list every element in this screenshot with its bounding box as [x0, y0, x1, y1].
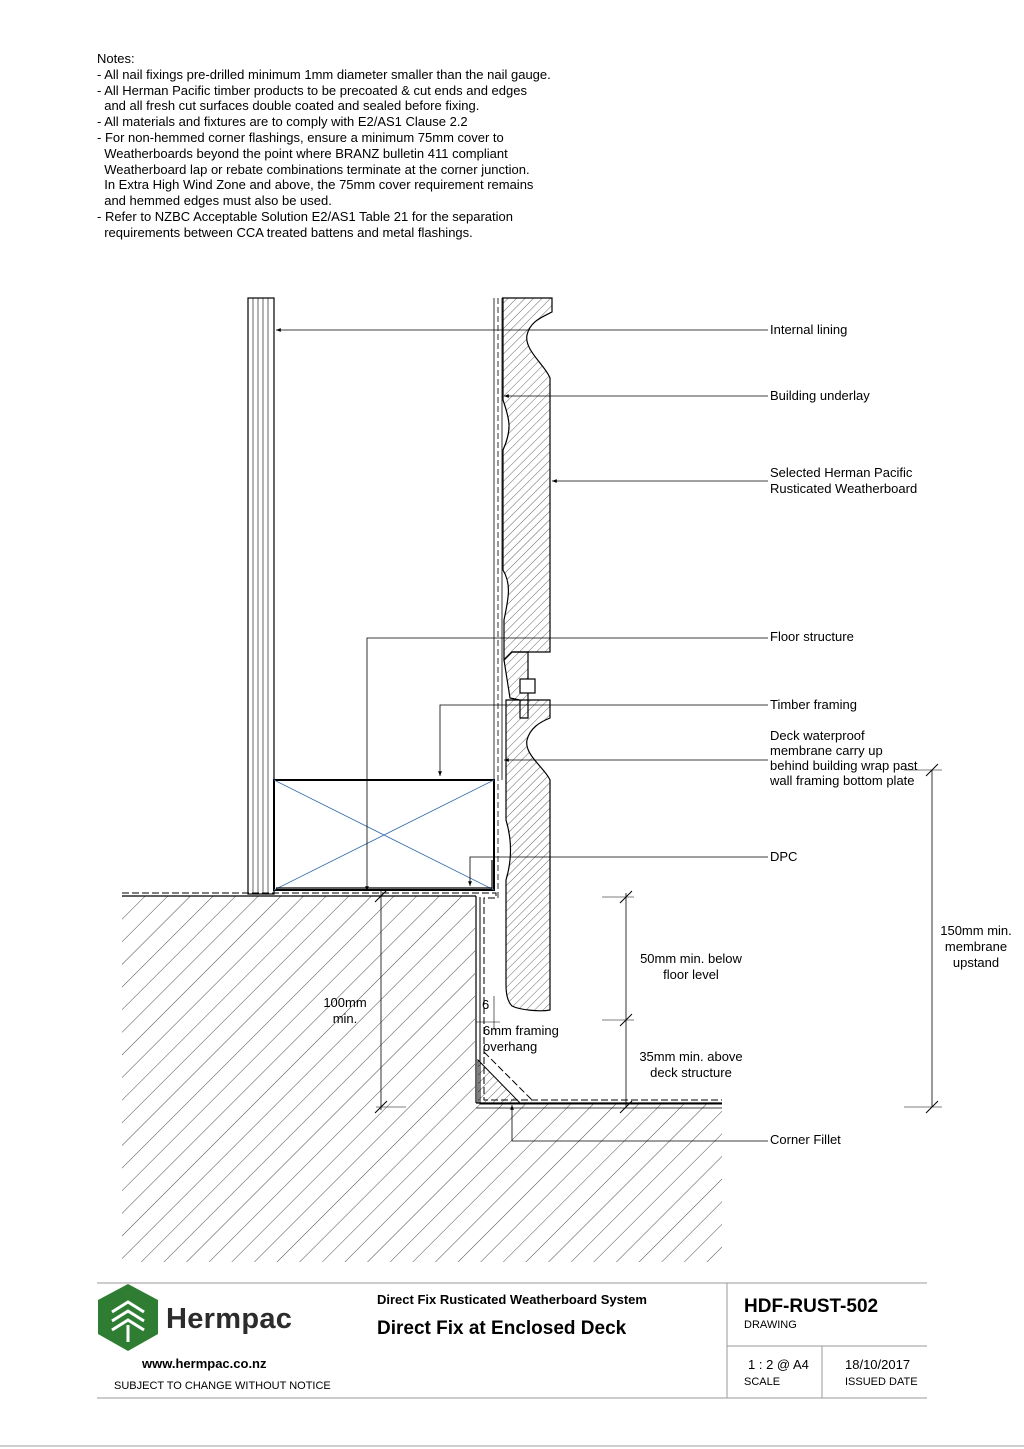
hermpac-logo-icon [98, 1284, 158, 1351]
dim-100-line1: 100mm [323, 995, 367, 1010]
note-line: Weatherboard lap or rebate combinations terminate at the corner junction. [97, 161, 530, 177]
dim-50-line2: floor level [663, 967, 719, 982]
scale-value: 1 : 2 @ A4 [748, 1357, 809, 1372]
note-line: requirements between CCA treated battens and metal flashings. [97, 224, 473, 240]
dim-35-line2: deck structure [650, 1065, 732, 1080]
label-corner-fillet: Corner Fillet [770, 1132, 841, 1147]
note-line: - Refer to NZBC Acceptable Solution E2/AS1 Table 21 for the separation [97, 208, 513, 224]
dim-6-line1: 6mm framing [483, 1023, 559, 1038]
note-line: Weatherboards beyond the point where BRANZ bulletin 411 compliant [97, 145, 508, 161]
issued-date-label: ISSUED DATE [845, 1376, 918, 1388]
scale-label: SCALE [744, 1376, 781, 1388]
drawing-title: Direct Fix at Enclosed Deck [377, 1318, 627, 1339]
issued-date-value: 18/10/2017 [845, 1357, 911, 1372]
label-weatherboard-line2: Rusticated Weatherboard [770, 481, 918, 496]
label-building-underlay: Building underlay [770, 388, 870, 403]
note-line: - All materials and fixtures are to comply with E2/AS1 Clause 2.2 [97, 114, 468, 130]
note-line: - All nail fixings pre-drilled minimum 1mm diameter smaller than the nail gauge. [97, 66, 551, 82]
subject-notice: SUBJECT TO CHANGE WITHOUT NOTICE [114, 1380, 331, 1392]
dim-150-line2: membrane [944, 939, 1008, 954]
note-line: In Extra High Wind Zone and above, the 75mm cover requirement remains [97, 177, 534, 193]
dim-6-line2: overhang [483, 1039, 538, 1054]
label-membrane-line3: behind building wrap past [770, 758, 918, 773]
note-line: - All Herman Pacific timber products to be precoated & cut ends and edges [97, 82, 527, 98]
note-line: - For non-hemmed corner flashings, ensure a minimum 75mm cover to [97, 129, 504, 145]
weatherboard-lower [504, 652, 550, 1011]
notes-heading: Notes: [97, 51, 135, 66]
note-line: and all fresh cut surfaces double coated and sealed before fixing. [97, 98, 480, 114]
dim-50-line1: 50mm min. below [640, 951, 742, 966]
note-line: and hemmed edges must also be used. [97, 193, 332, 209]
weatherboard-upper [502, 298, 552, 660]
dim-35-line1: 35mm min. above [639, 1049, 743, 1064]
website-url: www.hermpac.co.nz [142, 1356, 267, 1371]
brand-name: Hermpac [166, 1303, 293, 1335]
drawing-label: DRAWING [744, 1319, 797, 1331]
fixing-square [520, 679, 535, 693]
dim-6: 6 [482, 997, 490, 1012]
drawing-number: HDF-RUST-502 [744, 1296, 879, 1317]
label-timber-framing: Timber framing [770, 697, 857, 712]
label-weatherboard-line1: Selected Herman Pacific [770, 465, 913, 480]
dim-100-line2: min. [332, 1011, 358, 1026]
dim-150-line1: 150mm min. [940, 923, 1012, 938]
label-membrane-line1: Deck waterproof [770, 728, 865, 743]
label-membrane-line2: membrane carry up [770, 743, 883, 758]
dim-150-line3: upstand [952, 955, 1000, 970]
label-dpc: DPC [770, 849, 798, 864]
internal-lining [248, 298, 274, 894]
label-floor-structure: Floor structure [770, 629, 854, 644]
system-name: Direct Fix Rusticated Weatherboard System [377, 1292, 647, 1307]
label-membrane-line4: wall framing bottom plate [770, 773, 915, 788]
label-internal-lining: Internal lining [770, 322, 848, 337]
